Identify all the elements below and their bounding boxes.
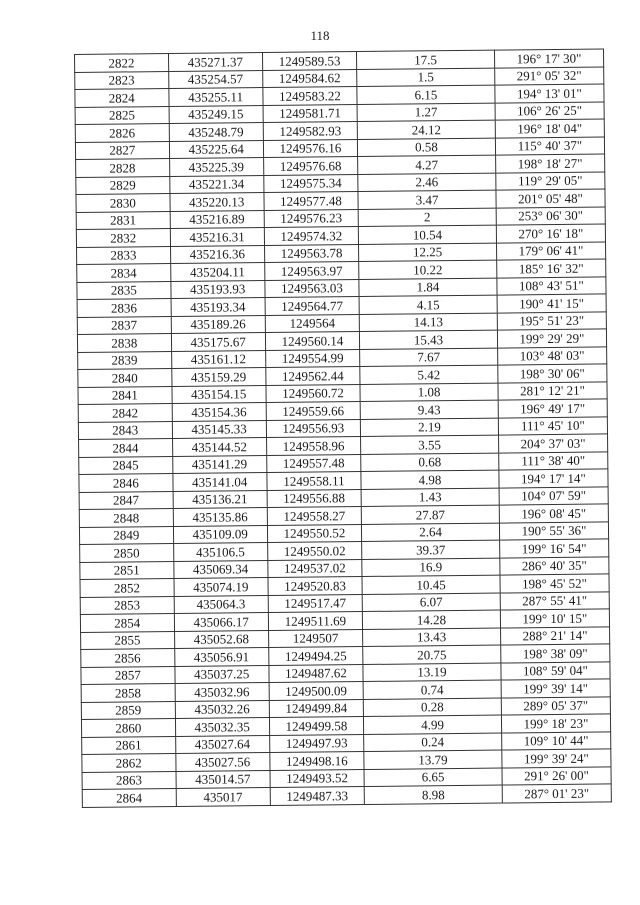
y-coordinate-cell: 1249558.27 [267, 507, 362, 525]
point-number-cell: 2858 [81, 683, 175, 701]
y-coordinate-cell: 1249575.34 [264, 174, 359, 192]
bearing-cell: 108° 59' 04" [501, 661, 610, 680]
y-coordinate-cell: 1249576.68 [263, 157, 358, 175]
x-coordinate-cell: 435056.91 [174, 647, 268, 665]
bearing-cell: 196° 08' 45" [499, 504, 608, 523]
y-coordinate-cell: 1249517.47 [268, 594, 363, 612]
distance-cell: 14.28 [362, 610, 500, 629]
point-number-cell: 2827 [75, 141, 169, 159]
distance-cell: 9.43 [360, 400, 498, 419]
bearing-cell: 196° 17' 30" [494, 49, 603, 68]
bearing-cell: 108° 43' 51" [497, 276, 606, 295]
bearing-cell: 115° 40' 37" [495, 136, 604, 155]
distance-cell: 13.19 [363, 663, 501, 682]
point-number-cell: 2862 [82, 753, 176, 771]
y-coordinate-cell: 1249499.58 [269, 717, 364, 735]
bearing-cell: 190° 55' 36" [499, 521, 608, 540]
distance-cell: 13.79 [364, 750, 502, 769]
distance-cell: 3.47 [358, 190, 496, 209]
y-coordinate-cell: 1249487.33 [270, 787, 365, 805]
y-coordinate-cell: 1249559.66 [266, 402, 361, 420]
distance-cell: 10.45 [362, 575, 500, 594]
distance-cell: 0.58 [358, 138, 496, 157]
distance-cell: 16.9 [362, 558, 500, 577]
distance-cell: 2 [358, 208, 496, 227]
distance-cell: 2.19 [360, 418, 498, 437]
x-coordinate-cell: 435052.68 [174, 630, 268, 648]
x-coordinate-cell: 435145.33 [172, 420, 266, 438]
y-coordinate-cell: 1249574.32 [264, 227, 359, 245]
y-coordinate-cell: 1249581.71 [263, 104, 358, 122]
distance-cell: 17.5 [357, 50, 495, 69]
bearing-cell: 291° 26' 00" [502, 766, 611, 785]
point-number-cell: 2843 [78, 421, 172, 439]
y-coordinate-cell: 1249511.69 [268, 612, 363, 630]
point-number-cell: 2835 [77, 281, 171, 299]
y-coordinate-cell: 1249499.84 [269, 699, 364, 717]
y-coordinate-cell: 1249554.99 [265, 349, 360, 367]
distance-cell: 39.37 [362, 540, 500, 559]
bearing-cell: 253° 06' 30" [496, 206, 605, 225]
y-coordinate-cell: 1249563.03 [265, 279, 360, 297]
bearing-cell: 286° 40' 35" [500, 556, 609, 575]
x-coordinate-cell: 435144.52 [172, 438, 266, 456]
y-coordinate-cell: 1249576.23 [264, 209, 359, 227]
bearing-cell: 106° 26' 25" [495, 101, 604, 120]
y-coordinate-cell: 1249584.62 [262, 69, 357, 87]
bearing-cell: 104° 07' 59" [499, 486, 608, 505]
distance-cell: 3.55 [361, 435, 499, 454]
x-coordinate-cell: 435175.67 [171, 333, 265, 351]
x-coordinate-cell: 435032.26 [175, 700, 269, 718]
coordinates-table [74, 48, 612, 807]
y-coordinate-cell: 1249576.16 [263, 139, 358, 157]
y-coordinate-cell: 1249558.11 [267, 472, 362, 490]
y-coordinate-cell: 1249560.14 [265, 332, 360, 350]
x-coordinate-cell: 435135.86 [173, 508, 267, 526]
point-number-cell: 2823 [75, 71, 169, 89]
page-number: 118 [310, 28, 330, 43]
y-coordinate-cell: 1249487.62 [269, 664, 364, 682]
bearing-cell: 289° 05' 37" [501, 696, 610, 715]
y-coordinate-cell: 1249582.93 [263, 122, 358, 140]
y-coordinate-cell: 1249537.02 [268, 559, 363, 577]
y-coordinate-cell: 1249583.22 [263, 87, 358, 105]
x-coordinate-cell: 435204.11 [170, 263, 264, 281]
point-number-cell: 2861 [82, 736, 176, 754]
x-coordinate-cell: 435136.21 [173, 490, 267, 508]
bearing-cell: 111° 38' 40" [499, 451, 608, 470]
point-number-cell: 2830 [76, 194, 170, 212]
bearing-cell: 199° 39' 24" [502, 749, 611, 768]
distance-cell: 1.5 [357, 68, 495, 87]
point-number-cell: 2851 [80, 561, 174, 579]
distance-cell: 13.43 [363, 628, 501, 647]
bearing-cell: 270° 16' 18" [496, 224, 605, 243]
distance-cell: 4.15 [359, 295, 497, 314]
distance-cell: 0.28 [363, 698, 501, 717]
bearing-cell: 288° 21' 14" [500, 626, 609, 645]
y-coordinate-cell: 1249550.52 [267, 524, 362, 542]
point-number-cell: 2855 [81, 631, 175, 649]
point-number-cell: 2834 [77, 264, 171, 282]
distance-cell: 10.54 [358, 225, 496, 244]
bearing-cell: 111° 45' 10" [498, 416, 607, 435]
x-coordinate-cell: 435161.12 [171, 350, 265, 368]
distance-cell: 8.98 [364, 785, 502, 804]
point-number-cell: 2842 [78, 403, 172, 421]
x-coordinate-cell: 435216.31 [170, 228, 264, 246]
x-coordinate-cell: 435106.5 [173, 543, 267, 561]
y-coordinate-cell: 1249562.44 [266, 367, 361, 385]
y-coordinate-cell: 1249507 [268, 629, 363, 647]
bearing-cell: 190° 41' 15" [497, 294, 606, 313]
bearing-cell: 119° 29' 05" [496, 171, 605, 190]
distance-cell: 5.42 [360, 365, 498, 384]
point-number-cell: 2822 [75, 54, 169, 72]
x-coordinate-cell: 435248.79 [169, 123, 263, 141]
bearing-cell: 199° 29' 29" [497, 329, 606, 348]
x-coordinate-cell: 435193.93 [170, 280, 264, 298]
point-number-cell: 2833 [77, 246, 171, 264]
bearing-cell: 287° 55' 41" [500, 591, 609, 610]
bearing-cell: 198° 30' 06" [498, 364, 607, 383]
distance-cell: 0.68 [361, 453, 499, 472]
distance-cell: 0.74 [363, 680, 501, 699]
distance-cell: 1.08 [360, 383, 498, 402]
point-number-cell: 2863 [82, 771, 176, 789]
point-number-cell: 2853 [80, 596, 174, 614]
distance-cell: 24.12 [357, 120, 495, 139]
y-coordinate-cell: 1249560.72 [266, 384, 361, 402]
y-coordinate-cell: 1249500.09 [269, 682, 364, 700]
point-number-cell: 2828 [76, 159, 170, 177]
x-coordinate-cell: 435189.26 [171, 315, 265, 333]
distance-cell: 4.99 [364, 715, 502, 734]
bearing-cell: 196° 18' 04" [495, 119, 604, 138]
distance-cell: 6.65 [364, 768, 502, 787]
bearing-cell: 198° 18' 27" [495, 154, 604, 173]
point-number-cell: 2839 [78, 351, 172, 369]
y-coordinate-cell: 1249564.77 [265, 297, 360, 315]
bearing-cell: 194° 17' 14" [499, 469, 608, 488]
point-number-cell: 2850 [80, 543, 174, 561]
x-coordinate-cell: 435216.36 [170, 245, 264, 263]
point-number-cell: 2829 [76, 176, 170, 194]
distance-cell: 7.67 [360, 348, 498, 367]
bearing-cell: 199° 18' 23" [501, 714, 610, 733]
distance-cell: 27.87 [361, 505, 499, 524]
point-number-cell: 2860 [81, 718, 175, 736]
y-coordinate-cell: 1249577.48 [264, 192, 359, 210]
distance-cell: 1.43 [361, 488, 499, 507]
x-coordinate-cell: 435249.15 [169, 105, 263, 123]
y-coordinate-cell: 1249520.83 [268, 577, 363, 595]
point-number-cell: 2846 [79, 473, 173, 491]
distance-cell: 0.24 [364, 733, 502, 752]
distance-cell: 6.15 [357, 85, 495, 104]
point-number-cell: 2859 [81, 701, 175, 719]
y-coordinate-cell: 1249494.25 [269, 647, 364, 665]
x-coordinate-cell: 435225.39 [169, 158, 263, 176]
x-coordinate-cell: 435141.04 [172, 473, 266, 491]
x-coordinate-cell: 435159.29 [171, 368, 265, 386]
bearing-cell: 198° 45' 52" [500, 574, 609, 593]
point-number-cell: 2848 [79, 508, 173, 526]
x-coordinate-cell: 435027.64 [175, 735, 269, 753]
bearing-cell: 281° 12' 21" [498, 381, 607, 400]
x-coordinate-cell: 435193.34 [171, 298, 265, 316]
distance-cell: 20.75 [363, 645, 501, 664]
x-coordinate-cell: 435074.19 [174, 577, 268, 595]
point-number-cell: 2854 [80, 613, 174, 631]
point-number-cell: 2852 [80, 578, 174, 596]
x-coordinate-cell: 435271.37 [168, 53, 262, 71]
bearing-cell: 103° 48' 03" [497, 346, 606, 365]
distance-cell: 12.25 [359, 243, 497, 262]
x-coordinate-cell: 435255.11 [168, 88, 262, 106]
distance-cell: 10.22 [359, 260, 497, 279]
x-coordinate-cell: 435069.34 [173, 560, 267, 578]
x-coordinate-cell: 435109.09 [173, 525, 267, 543]
y-coordinate-cell: 1249498.16 [270, 752, 365, 770]
distance-cell: 15.43 [360, 330, 498, 349]
x-coordinate-cell: 435141.29 [172, 455, 266, 473]
x-coordinate-cell: 435225.64 [169, 140, 263, 158]
bearing-cell: 199° 16' 54" [499, 539, 608, 558]
bearing-cell: 291° 05' 32" [495, 66, 604, 85]
point-number-cell: 2832 [76, 229, 170, 247]
point-number-cell: 2838 [77, 333, 171, 351]
point-number-cell: 2840 [78, 368, 172, 386]
y-coordinate-cell: 1249564 [265, 314, 360, 332]
y-coordinate-cell: 1249563.97 [264, 262, 359, 280]
y-coordinate-cell: 1249556.93 [266, 419, 361, 437]
x-coordinate-cell: 435154.36 [172, 403, 266, 421]
y-coordinate-cell: 1249556.88 [267, 489, 362, 507]
point-number-cell: 2857 [81, 666, 175, 684]
bearing-cell: 196° 49' 17" [498, 399, 607, 418]
bearing-cell: 194° 13' 01" [495, 84, 604, 103]
x-coordinate-cell: 435017 [176, 787, 270, 805]
bearing-cell: 201° 05' 48" [496, 189, 605, 208]
coordinates-table-body [75, 49, 612, 807]
point-number-cell: 2826 [75, 124, 169, 142]
distance-cell: 2.64 [362, 523, 500, 542]
point-number-cell: 2849 [79, 526, 173, 544]
point-number-cell: 2847 [79, 491, 173, 509]
y-coordinate-cell: 1249563.78 [264, 244, 359, 262]
distance-cell: 14.13 [359, 313, 497, 332]
bearing-cell: 287° 01' 23" [502, 784, 611, 803]
point-number-cell: 2856 [81, 648, 175, 666]
y-coordinate-cell: 1249497.93 [269, 734, 364, 752]
x-coordinate-cell: 435032.35 [175, 717, 269, 735]
distance-cell: 1.27 [357, 103, 495, 122]
y-coordinate-cell: 1249493.52 [270, 769, 365, 787]
bearing-cell: 179° 06' 41" [496, 241, 605, 260]
x-coordinate-cell: 435216.89 [170, 210, 264, 228]
y-coordinate-cell: 1249557.48 [267, 454, 362, 472]
point-number-cell: 2845 [79, 456, 173, 474]
distance-cell: 1.84 [359, 278, 497, 297]
distance-cell: 4.98 [361, 470, 499, 489]
distance-cell: 6.07 [362, 593, 500, 612]
point-number-cell: 2825 [75, 106, 169, 124]
point-number-cell: 2824 [75, 89, 169, 107]
point-number-cell: 2837 [77, 316, 171, 334]
y-coordinate-cell: 1249589.53 [262, 52, 357, 70]
point-number-cell: 2844 [79, 438, 173, 456]
point-number-cell: 2864 [82, 788, 176, 806]
bearing-cell: 199° 10' 15" [500, 609, 609, 628]
x-coordinate-cell: 435066.17 [174, 612, 268, 630]
bearing-cell: 185° 16' 32" [497, 259, 606, 278]
distance-cell: 2.46 [358, 173, 496, 192]
y-coordinate-cell: 1249558.96 [266, 437, 361, 455]
x-coordinate-cell: 435032.96 [175, 682, 269, 700]
point-number-cell: 2836 [77, 299, 171, 317]
x-coordinate-cell: 435014.57 [176, 770, 270, 788]
x-coordinate-cell: 435154.15 [172, 385, 266, 403]
bearing-cell: 109° 10' 44" [502, 731, 611, 750]
bearing-cell: 204° 37' 03" [498, 434, 607, 453]
x-coordinate-cell: 435037.25 [175, 665, 269, 683]
bearing-cell: 199° 39' 14" [501, 679, 610, 698]
x-coordinate-cell: 435027.56 [175, 752, 269, 770]
bearing-cell: 198° 38' 09" [501, 644, 610, 663]
x-coordinate-cell: 435220.13 [170, 193, 264, 211]
x-coordinate-cell: 435221.34 [169, 175, 263, 193]
y-coordinate-cell: 1249550.02 [267, 542, 362, 560]
x-coordinate-cell: 435254.57 [168, 70, 262, 88]
distance-cell: 4.27 [358, 155, 496, 174]
point-number-cell: 2841 [78, 386, 172, 404]
x-coordinate-cell: 435064.3 [174, 595, 268, 613]
point-number-cell: 2831 [76, 211, 170, 229]
bearing-cell: 195° 51' 23" [497, 311, 606, 330]
